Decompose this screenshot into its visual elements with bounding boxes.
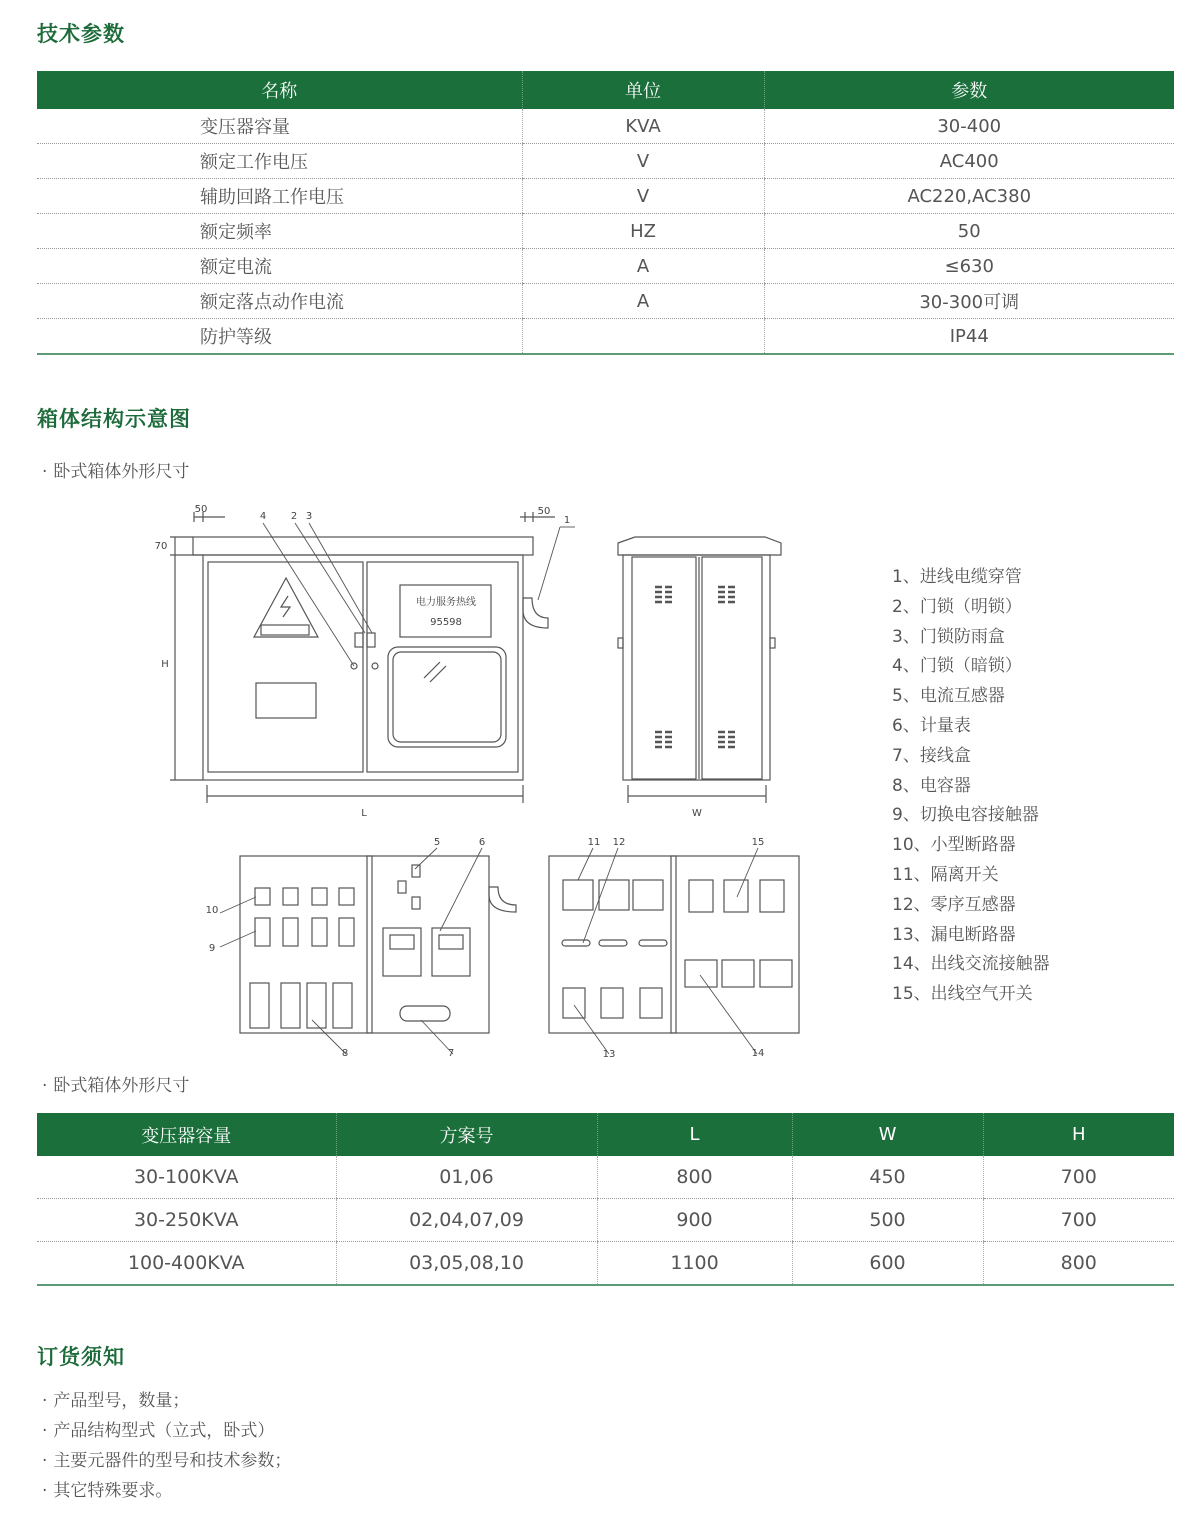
air-switch-1 xyxy=(689,880,713,912)
callout-3: 3 xyxy=(305,511,313,522)
junction-box xyxy=(400,1006,450,1021)
param-name: 变压器容量 xyxy=(37,109,522,144)
sizes-subtitle: · 卧式箱体外形尺寸 xyxy=(42,1071,189,1096)
side-door-left xyxy=(632,557,696,779)
param-name: 额定频率 xyxy=(37,214,522,249)
order-item: · 产品结构型式（立式，卧式） xyxy=(42,1416,274,1441)
param-unit: KVA xyxy=(522,109,764,144)
ac-contactor-2 xyxy=(722,960,754,987)
tech-section-title: 技术参数 xyxy=(37,22,125,46)
rcd-1 xyxy=(563,988,585,1018)
legend-item: 12、零序互感器 xyxy=(892,894,1016,915)
table-row xyxy=(37,1199,1174,1242)
lock-hole xyxy=(372,663,378,669)
side-roof xyxy=(618,537,781,555)
inner-view-right xyxy=(549,837,799,1060)
side-view xyxy=(618,537,781,819)
side-hinge xyxy=(618,638,623,648)
callout-13: 13 xyxy=(602,1049,616,1060)
param-value: 30-400 xyxy=(764,109,1174,144)
param-value: 50 xyxy=(764,214,1174,249)
contactor-row xyxy=(255,918,354,946)
callout-4: 4 xyxy=(259,511,267,522)
legend-item: 4、门锁（暗锁） xyxy=(892,656,1022,677)
rcd-2 xyxy=(601,988,623,1018)
viewing-window-inner xyxy=(393,652,501,742)
size-h: 800 xyxy=(983,1242,1174,1286)
callout-15: 15 xyxy=(751,837,765,848)
col-header-h: H xyxy=(983,1113,1174,1156)
mcb-row xyxy=(255,888,354,905)
col-header-w: W xyxy=(792,1113,983,1156)
legend-item: 3、门锁防雨盒 xyxy=(892,626,1005,647)
isolator-1 xyxy=(563,880,593,910)
inner-panel-b xyxy=(549,856,799,1033)
size-scheme: 03,05,08,10 xyxy=(336,1242,597,1286)
table-row xyxy=(37,179,1174,214)
ac-contactor-3 xyxy=(760,960,792,987)
callout-9: 9 xyxy=(208,943,216,954)
ac-contactor-1 xyxy=(685,960,717,987)
side-door-right xyxy=(702,557,762,779)
col-header-l: L xyxy=(597,1113,792,1156)
param-name: 额定工作电压 xyxy=(37,144,522,179)
param-unit xyxy=(522,319,764,355)
callout-5: 5 xyxy=(433,837,441,848)
legend-item: 2、门锁（明锁） xyxy=(892,596,1022,617)
legend-item: 11、隔离开关 xyxy=(892,864,999,885)
table-row xyxy=(37,249,1174,284)
callout-12: 12 xyxy=(612,837,626,848)
param-unit: V xyxy=(522,179,764,214)
service-sign-line1: 电力服务热线 xyxy=(416,597,476,608)
size-capacity: 30-100KVA xyxy=(37,1156,336,1199)
param-unit: A xyxy=(522,249,764,284)
param-value: IP44 xyxy=(764,319,1174,355)
dim-label-70: 70 xyxy=(154,541,168,552)
inner-view-left xyxy=(206,837,516,1059)
param-name: 额定落点动作电流 xyxy=(37,284,522,319)
legend-item: 13、漏电断路器 xyxy=(892,924,1016,945)
roof xyxy=(193,537,533,555)
service-sign-line2: 95598 xyxy=(430,617,462,628)
size-l: 800 xyxy=(597,1156,792,1199)
param-unit: HZ xyxy=(522,214,764,249)
order-item: · 其它特殊要求。 xyxy=(42,1476,172,1501)
lightning-icon xyxy=(281,596,290,617)
table-row xyxy=(37,319,1174,355)
enclosure-diagram xyxy=(0,490,880,1070)
front-view xyxy=(155,504,575,819)
air-switch-3 xyxy=(760,880,784,912)
component-legend xyxy=(892,563,1050,1010)
legend-item: 9、切换电容接触器 xyxy=(892,805,1039,826)
legend-item: 10、小型断路器 xyxy=(892,835,1016,856)
lock-box-right xyxy=(367,633,375,647)
size-w: 600 xyxy=(792,1242,983,1286)
structure-section-title: 箱体结构示意图 xyxy=(37,407,191,431)
param-value: ≤630 xyxy=(764,249,1174,284)
param-unit: V xyxy=(522,144,764,179)
param-value: 30-300可调 xyxy=(764,284,1174,319)
callout-8: 8 xyxy=(341,1048,349,1059)
structure-subtitle: · 卧式箱体外形尺寸 xyxy=(42,457,189,482)
cable-inlet-pipe xyxy=(523,598,548,628)
param-name: 防护等级 xyxy=(37,319,522,355)
legend-item: 8、电容器 xyxy=(892,775,971,796)
size-capacity: 100-400KVA xyxy=(37,1242,336,1286)
callout-7: 7 xyxy=(447,1048,455,1059)
table-row xyxy=(37,1156,1174,1199)
order-item: · 主要元器件的型号和技术参数； xyxy=(42,1446,291,1471)
dim-label-50-left: 50 xyxy=(194,504,208,515)
size-w: 500 xyxy=(792,1199,983,1242)
table-row xyxy=(37,214,1174,249)
table-header-row xyxy=(37,71,1174,109)
param-value: AC400 xyxy=(764,144,1174,179)
callout-6: 6 xyxy=(478,837,486,848)
lock-box-left xyxy=(355,633,363,647)
order-section-title: 订货须知 xyxy=(37,1345,125,1369)
right-door xyxy=(367,562,518,772)
isolator-3 xyxy=(633,880,663,910)
service-sign xyxy=(400,585,491,637)
nameplate xyxy=(256,683,316,718)
table-row xyxy=(37,144,1174,179)
col-header-name: 名称 xyxy=(37,71,522,109)
size-w: 450 xyxy=(792,1156,983,1199)
callout-14: 14 xyxy=(751,1048,765,1059)
size-h: 700 xyxy=(983,1156,1174,1199)
col-header-capacity: 变压器容量 xyxy=(37,1113,336,1156)
size-l: 1100 xyxy=(597,1242,792,1286)
size-scheme: 01,06 xyxy=(336,1156,597,1199)
inner-panel-a xyxy=(240,856,489,1033)
legend-item: 1、进线电缆穿管 xyxy=(892,567,1022,587)
size-scheme: 02,04,07,09 xyxy=(336,1199,597,1242)
rcd-3 xyxy=(640,988,662,1018)
warning-text-box xyxy=(261,625,309,635)
legend-item: 7、接线盒 xyxy=(892,745,971,766)
col-header-value: 参数 xyxy=(764,71,1174,109)
air-switch-2 xyxy=(724,880,748,912)
size-h: 700 xyxy=(983,1199,1174,1242)
dim-label-w: W xyxy=(692,808,702,819)
param-value: AC220,AC380 xyxy=(764,179,1174,214)
dim-label-l: L xyxy=(361,808,367,819)
table-row xyxy=(37,284,1174,319)
param-name: 辅助回路工作电压 xyxy=(37,179,522,214)
legend-item: 14、出线交流接触器 xyxy=(892,954,1050,975)
legend-item: 15、出线空气开关 xyxy=(892,984,1033,1005)
dim-label-h: H xyxy=(161,659,169,670)
isolator-2 xyxy=(599,880,629,910)
sizes-table xyxy=(37,1113,1174,1286)
callout-11: 11 xyxy=(587,837,601,848)
col-header-unit: 单位 xyxy=(522,71,764,109)
capacitor-row xyxy=(250,983,352,1028)
side-hinge xyxy=(770,638,775,648)
dim-label-50-right: 50 xyxy=(537,506,551,517)
col-header-scheme: 方案号 xyxy=(336,1113,597,1156)
callout-2: 2 xyxy=(290,511,298,522)
legend-item: 5、电流互感器 xyxy=(892,686,1005,707)
param-name: 额定电流 xyxy=(37,249,522,284)
table-row xyxy=(37,109,1174,144)
viewing-window xyxy=(388,647,506,747)
size-capacity: 30-250KVA xyxy=(37,1199,336,1242)
legend-item: 6、计量表 xyxy=(892,715,971,736)
size-l: 900 xyxy=(597,1199,792,1242)
tech-params-table xyxy=(37,71,1174,355)
param-unit: A xyxy=(522,284,764,319)
callout-1: 1 xyxy=(563,515,571,526)
inner-cable-pipe xyxy=(489,887,516,912)
order-item: · 产品型号，数量； xyxy=(42,1386,189,1411)
table-header-row xyxy=(37,1113,1174,1156)
callout-10: 10 xyxy=(205,905,219,916)
table-row xyxy=(37,1242,1174,1286)
